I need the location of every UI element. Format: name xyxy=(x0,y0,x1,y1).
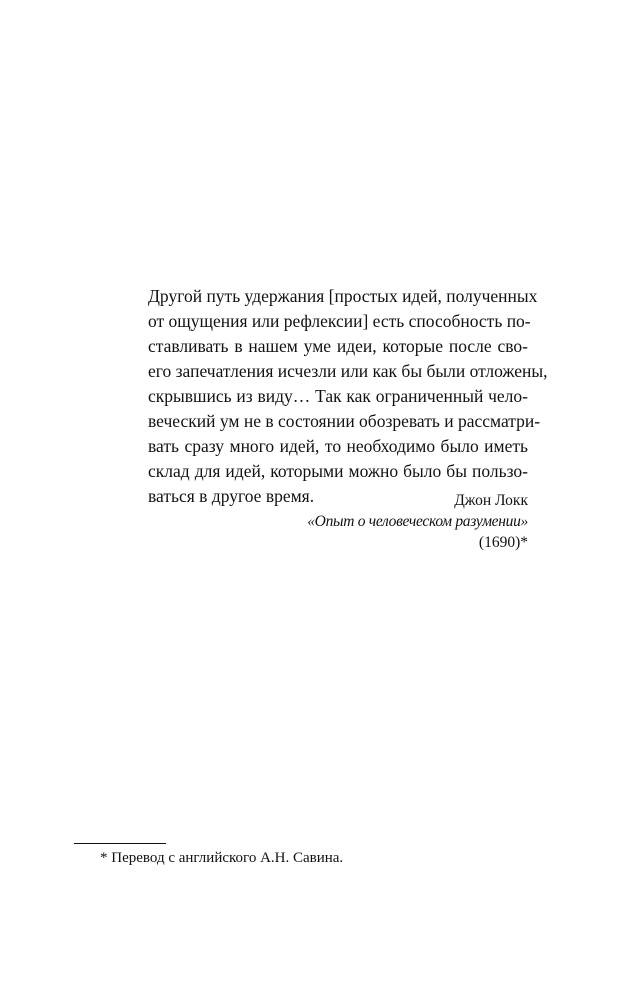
epigraph-quote xyxy=(148,284,548,509)
epigraph-line: ставливать в нашем уме идеи, которые после сво- xyxy=(148,336,528,356)
footnote-divider xyxy=(74,843,166,844)
attribution-author: Джон Локк xyxy=(454,492,528,509)
epigraph-line: веческий ум не в состоянии обозревать и рассматри- xyxy=(148,411,541,431)
epigraph-line: ваться в другое время. xyxy=(148,486,315,506)
epigraph-line: скрывшись из виду… Так как ограниченный чело- xyxy=(148,386,528,406)
epigraph-line: вать сразу много идей, то необходимо было иметь xyxy=(148,436,528,456)
epigraph-attribution xyxy=(148,490,528,553)
epigraph-line: его запечатления исчезли или как бы были отложены, xyxy=(148,361,548,381)
footnote-text: * Перевод с английского А.Н. Савина. xyxy=(100,850,344,866)
epigraph-line: Другой путь удержания [простых идей, полученных xyxy=(148,286,538,306)
epigraph-line: склад для идей, которыми можно было бы пользо- xyxy=(148,461,528,481)
epigraph-line: от ощущения или рефлексии] есть способность по- xyxy=(148,311,531,331)
attribution-work-title: «Опыт о человеческом разумении» xyxy=(307,513,528,530)
attribution-year: (1690)* xyxy=(478,534,528,551)
